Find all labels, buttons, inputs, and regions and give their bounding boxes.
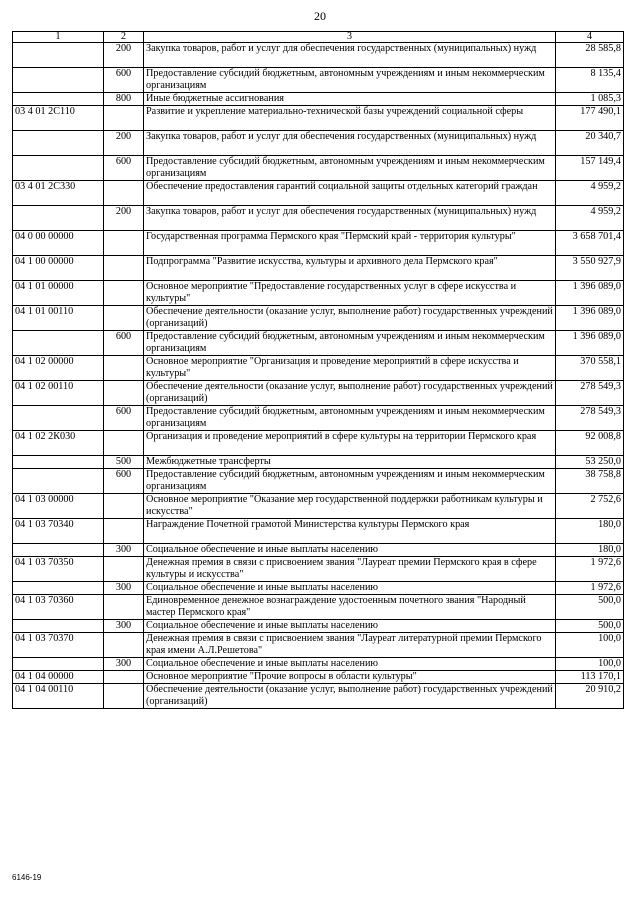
row-expense-kind-cell <box>104 356 144 381</box>
row-expense-kind-cell: 300 <box>104 544 144 557</box>
row-expense-kind-cell: 600 <box>104 156 144 181</box>
row-code-cell: 04 0 00 00000 <box>13 231 104 256</box>
row-expense-kind-cell <box>104 557 144 582</box>
row-amount-cell: 500,0 <box>556 595 624 620</box>
table-row <box>13 469 624 494</box>
table-row <box>13 256 624 281</box>
row-amount-cell: 28 585,8 <box>556 43 624 68</box>
row-code-cell: 04 1 02 00110 <box>13 381 104 406</box>
row-name-cell: Обеспечение деятельности (оказание услуг, выполнение работ) государственных учреждений (организаций) <box>144 306 556 331</box>
row-code-cell <box>13 469 104 494</box>
row-name-cell: Обеспечение предоставления гарантий социальной защиты отдельных категорий граждан <box>144 181 556 206</box>
row-name-cell: Подпрограмма "Развитие искусства, культуры и архивного дела Пермского края" <box>144 256 556 281</box>
row-amount-cell: 500,0 <box>556 620 624 633</box>
budget-table <box>12 31 624 709</box>
row-amount-cell: 1 085,3 <box>556 93 624 106</box>
row-amount-cell: 1 396 089,0 <box>556 281 624 306</box>
row-amount-cell: 4 959,2 <box>556 181 624 206</box>
row-name-cell: Денежная премия в связи с присвоением звания "Лауреат литературной премии Пермского края имени А.Л.Решетова" <box>144 633 556 658</box>
row-name-cell: Закупка товаров, работ и услуг для обеспечения государственных (муниципальных) нужд <box>144 43 556 68</box>
table-row <box>13 306 624 331</box>
row-amount-cell: 1 972,6 <box>556 582 624 595</box>
table-row <box>13 93 624 106</box>
row-amount-cell: 3 550 927,9 <box>556 256 624 281</box>
row-name-cell: Обеспечение деятельности (оказание услуг, выполнение работ) государственных учреждений (организаций) <box>144 381 556 406</box>
row-amount-cell: 180,0 <box>556 519 624 544</box>
row-code-cell <box>13 43 104 68</box>
row-code-cell <box>13 93 104 106</box>
row-amount-cell: 100,0 <box>556 633 624 658</box>
row-name-cell: Основное мероприятие "Оказание мер государственной поддержки работникам культуры и искусства" <box>144 494 556 519</box>
row-code-cell <box>13 456 104 469</box>
table-row <box>13 231 624 256</box>
row-amount-cell: 38 758,8 <box>556 469 624 494</box>
row-name-cell: Организация и проведение мероприятий в сфере культуры на территории Пермского края <box>144 431 556 456</box>
row-name-cell: Социальное обеспечение и иные выплаты населению <box>144 658 556 671</box>
row-expense-kind-cell <box>104 671 144 684</box>
table-row <box>13 456 624 469</box>
row-code-cell: 04 1 03 70360 <box>13 595 104 620</box>
row-code-cell <box>13 131 104 156</box>
row-name-cell: Закупка товаров, работ и услуг для обеспечения государственных (муниципальных) нужд <box>144 206 556 231</box>
row-name-cell: Социальное обеспечение и иные выплаты населению <box>144 582 556 595</box>
row-expense-kind-cell <box>104 281 144 306</box>
table-row <box>13 131 624 156</box>
row-expense-kind-cell: 200 <box>104 43 144 68</box>
table-row <box>13 544 624 557</box>
row-name-cell: Основное мероприятие "Организация и проведение мероприятий в сфере искусства и культуры" <box>144 356 556 381</box>
column-header-3: 3 <box>144 32 556 43</box>
row-code-cell: 04 1 02 00000 <box>13 356 104 381</box>
table-row <box>13 658 624 671</box>
row-code-cell <box>13 156 104 181</box>
table-header-row <box>13 32 624 43</box>
row-amount-cell: 278 549,3 <box>556 406 624 431</box>
row-amount-cell: 278 549,3 <box>556 381 624 406</box>
row-amount-cell: 92 008,8 <box>556 431 624 456</box>
table-row <box>13 557 624 582</box>
column-header-2: 2 <box>104 32 144 43</box>
row-code-cell: 04 1 04 00110 <box>13 684 104 709</box>
row-expense-kind-cell: 800 <box>104 93 144 106</box>
table-row <box>13 684 624 709</box>
row-expense-kind-cell: 600 <box>104 469 144 494</box>
row-amount-cell: 4 959,2 <box>556 206 624 231</box>
row-name-cell: Предоставление субсидий бюджетным, автономным учреждениям и иным некоммерческим организациям <box>144 156 556 181</box>
row-code-cell: 03 4 01 2С110 <box>13 106 104 131</box>
row-expense-kind-cell: 600 <box>104 331 144 356</box>
row-code-cell: 04 1 01 00110 <box>13 306 104 331</box>
row-name-cell: Предоставление субсидий бюджетным, автономным учреждениям и иным некоммерческим организациям <box>144 331 556 356</box>
row-code-cell: 04 1 04 00000 <box>13 671 104 684</box>
row-code-cell <box>13 206 104 231</box>
page-number: 20 <box>314 9 326 23</box>
row-amount-cell: 157 149,4 <box>556 156 624 181</box>
table-row <box>13 519 624 544</box>
table-row <box>13 595 624 620</box>
row-code-cell: 04 1 03 00000 <box>13 494 104 519</box>
row-code-cell: 04 1 02 2К030 <box>13 431 104 456</box>
row-code-cell: 04 1 03 70340 <box>13 519 104 544</box>
row-code-cell <box>13 331 104 356</box>
row-code-cell: 04 1 03 70370 <box>13 633 104 658</box>
row-name-cell: Социальное обеспечение и иные выплаты населению <box>144 620 556 633</box>
row-expense-kind-cell <box>104 633 144 658</box>
row-expense-kind-cell <box>104 106 144 131</box>
table-row <box>13 620 624 633</box>
table-row <box>13 106 624 131</box>
row-name-cell: Закупка товаров, работ и услуг для обеспечения государственных (муниципальных) нужд <box>144 131 556 156</box>
table-row <box>13 68 624 93</box>
row-name-cell: Социальное обеспечение и иные выплаты населению <box>144 544 556 557</box>
column-header-1: 1 <box>13 32 104 43</box>
row-code-cell <box>13 544 104 557</box>
table-row <box>13 156 624 181</box>
row-expense-kind-cell <box>104 181 144 206</box>
column-header-4: 4 <box>556 32 624 43</box>
row-code-cell <box>13 582 104 595</box>
table-row <box>13 582 624 595</box>
row-code-cell: 03 4 01 2С330 <box>13 181 104 206</box>
row-name-cell: Денежная премия в связи с присвоением звания "Лауреат премии Пермского края в сфере культуры и искусства" <box>144 557 556 582</box>
row-name-cell: Основное мероприятие "Прочие вопросы в области культуры" <box>144 671 556 684</box>
row-code-cell <box>13 620 104 633</box>
row-expense-kind-cell: 300 <box>104 658 144 671</box>
row-name-cell: Обеспечение деятельности (оказание услуг, выполнение работ) государственных учреждений (организаций) <box>144 684 556 709</box>
row-name-cell: Награждение Почетной грамотой Министерства культуры Пермского края <box>144 519 556 544</box>
table-row <box>13 181 624 206</box>
row-amount-cell: 1 972,6 <box>556 557 624 582</box>
table-row <box>13 671 624 684</box>
row-expense-kind-cell: 200 <box>104 131 144 156</box>
row-name-cell: Предоставление субсидий бюджетным, автономным учреждениям и иным некоммерческим организациям <box>144 406 556 431</box>
row-expense-kind-cell: 200 <box>104 206 144 231</box>
row-expense-kind-cell <box>104 431 144 456</box>
row-name-cell: Государственная программа Пермского края "Пермский край - территория культуры" <box>144 231 556 256</box>
row-name-cell: Развитие и укрепление материально-технической базы учреждений социальной сферы <box>144 106 556 131</box>
row-amount-cell: 1 396 089,0 <box>556 306 624 331</box>
table-row <box>13 381 624 406</box>
row-expense-kind-cell: 600 <box>104 406 144 431</box>
row-expense-kind-cell <box>104 494 144 519</box>
row-amount-cell: 8 135,4 <box>556 68 624 93</box>
row-amount-cell: 20 340,7 <box>556 131 624 156</box>
table-row <box>13 281 624 306</box>
row-amount-cell: 53 250,0 <box>556 456 624 469</box>
row-expense-kind-cell <box>104 231 144 256</box>
row-amount-cell: 370 558,1 <box>556 356 624 381</box>
row-expense-kind-cell: 300 <box>104 620 144 633</box>
row-amount-cell: 3 658 701,4 <box>556 231 624 256</box>
row-expense-kind-cell: 300 <box>104 582 144 595</box>
table-row <box>13 356 624 381</box>
row-expense-kind-cell <box>104 684 144 709</box>
row-expense-kind-cell <box>104 519 144 544</box>
row-name-cell: Межбюджетные трансферты <box>144 456 556 469</box>
row-amount-cell: 1 396 089,0 <box>556 331 624 356</box>
table-row <box>13 43 624 68</box>
table-row <box>13 633 624 658</box>
row-expense-kind-cell <box>104 306 144 331</box>
row-code-cell <box>13 406 104 431</box>
row-expense-kind-cell <box>104 595 144 620</box>
table-row <box>13 431 624 456</box>
row-name-cell: Основное мероприятие "Предоставление государственных услуг в сфере искусства и культуры" <box>144 281 556 306</box>
row-name-cell: Иные бюджетные ассигнования <box>144 93 556 106</box>
row-name-cell: Единовременное денежное вознаграждение удостоенным почетного звания "Народный мастер Пермского края" <box>144 595 556 620</box>
row-expense-kind-cell: 500 <box>104 456 144 469</box>
row-code-cell: 04 1 00 00000 <box>13 256 104 281</box>
row-name-cell: Предоставление субсидий бюджетным, автономным учреждениям и иным некоммерческим организациям <box>144 469 556 494</box>
row-amount-cell: 180,0 <box>556 544 624 557</box>
table-row <box>13 206 624 231</box>
row-amount-cell: 113 170,1 <box>556 671 624 684</box>
row-amount-cell: 2 752,6 <box>556 494 624 519</box>
row-amount-cell: 100,0 <box>556 658 624 671</box>
row-expense-kind-cell <box>104 381 144 406</box>
row-code-cell: 04 1 01 00000 <box>13 281 104 306</box>
footer-document-code: 6146-19 <box>12 873 42 882</box>
row-code-cell: 04 1 03 70350 <box>13 557 104 582</box>
table-row <box>13 406 624 431</box>
row-amount-cell: 177 490,1 <box>556 106 624 131</box>
row-name-cell: Предоставление субсидий бюджетным, автономным учреждениям и иным некоммерческим организациям <box>144 68 556 93</box>
row-amount-cell: 20 910,2 <box>556 684 624 709</box>
row-expense-kind-cell <box>104 256 144 281</box>
row-expense-kind-cell: 600 <box>104 68 144 93</box>
table-row <box>13 494 624 519</box>
row-code-cell <box>13 658 104 671</box>
row-code-cell <box>13 68 104 93</box>
table-row <box>13 331 624 356</box>
